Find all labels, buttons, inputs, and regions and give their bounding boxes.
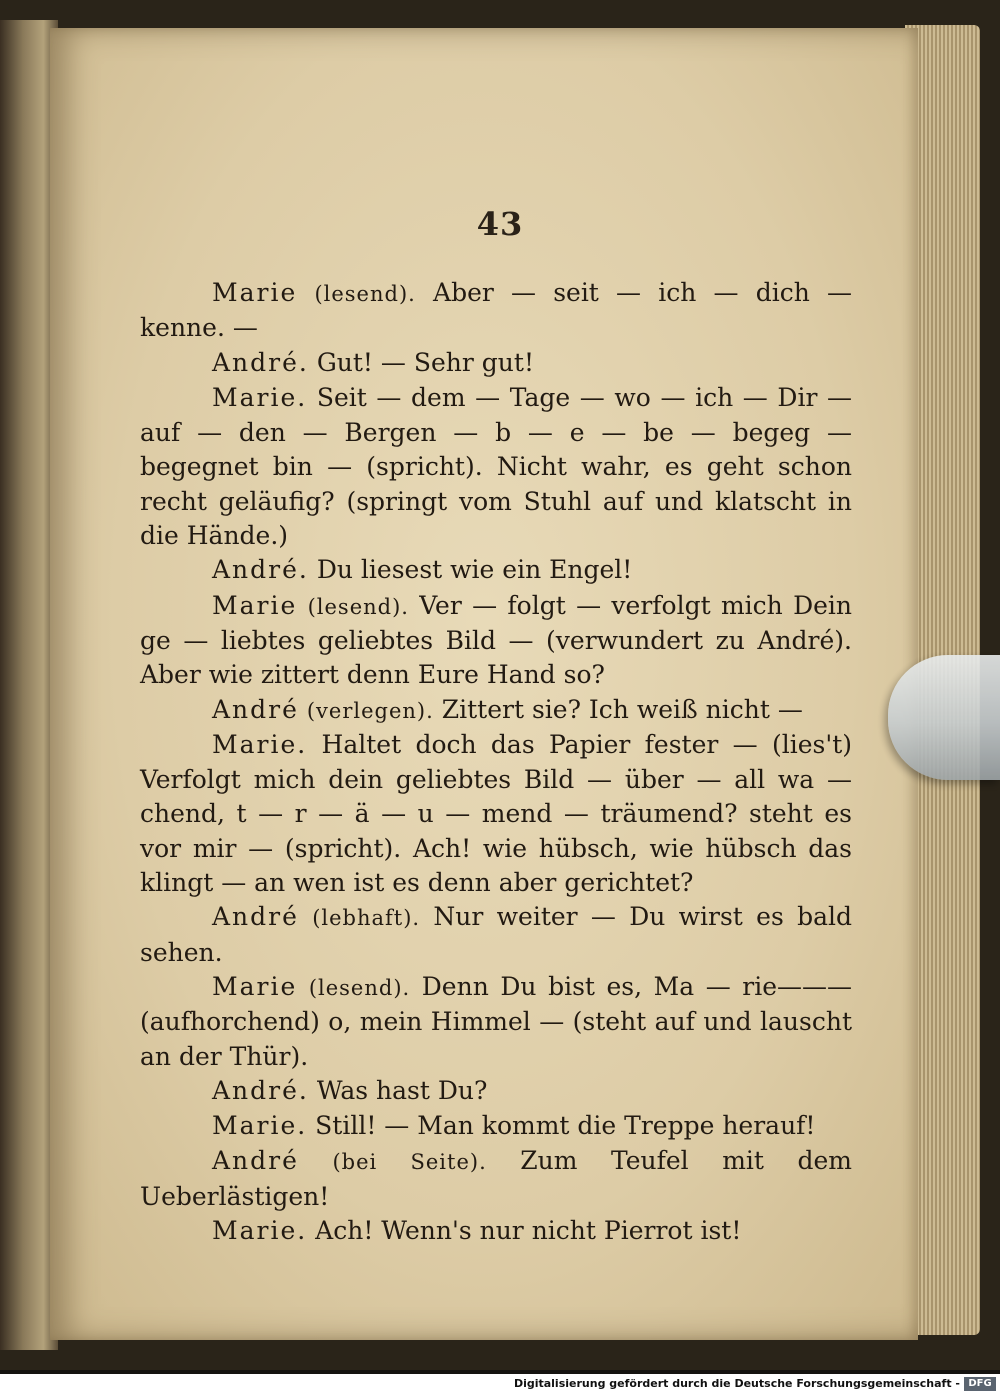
speaker-name: Marie [212, 971, 298, 1001]
speaker-name: André [212, 902, 299, 932]
speaker-name: Marie. [212, 1111, 308, 1141]
speaker-name: Marie. [212, 1216, 308, 1246]
speaker-name: André [212, 1146, 299, 1176]
footer-credit: Digitalisierung gefördert durch die Deutsche Forschungsgemeinschaft - [513, 1377, 960, 1390]
stage-direction: (bei Seite). [332, 1150, 487, 1175]
dialogue-text: Seit — dem — Tage — wo — ich — Dir — auf — den — Bergen — b — e — be — begeg — begegnet bin — (spricht). Nicht wahr, es geht schon recht geläufig? (springt vom Stuhl auf und klatscht in die Hände.) [140, 382, 853, 551]
dialogue-text: Still! — Man kommt die Treppe herauf! [315, 1111, 816, 1141]
dialogue-text: Zittert sie? Ich weiß nicht — [441, 694, 803, 724]
speaker-name: Marie [212, 590, 298, 620]
dialogue-paragraph [140, 381, 852, 553]
dialogue-text: Du liesest wie ein Engel! [316, 555, 633, 585]
dialogue-text: Gut! — Sehr gut! [316, 347, 534, 377]
stage-direction: (lesend). [308, 975, 411, 1000]
dialogue-paragraph [140, 1144, 852, 1214]
dialogue-paragraph [140, 693, 852, 728]
dialogue-text: Denn Du bist es, Ma — rie——— (aufhorchend) o, mein Himmel — (steht auf und lauscht an der Thür). [140, 971, 852, 1071]
speaker-name: André. [212, 555, 309, 585]
dialogue-paragraph [140, 1109, 852, 1144]
speaker-name: André [212, 694, 299, 724]
dialogue-paragraph [140, 1214, 852, 1249]
stage-direction: (lesend). [314, 282, 416, 306]
play-text [140, 276, 852, 1249]
dialogue-text: Nur weiter — Du wirst es bald sehen. [140, 902, 852, 967]
dialogue-paragraph [140, 346, 852, 381]
stage-direction: (lesend). [307, 594, 409, 619]
dialogue-paragraph [140, 900, 852, 970]
dialogue-text: Zum Teufel mit dem Ueberlästigen! [140, 1146, 852, 1211]
speaker-name: Marie. [212, 382, 308, 412]
dialogue-text: Aber — seit — ich — dich — kenne. — [140, 278, 852, 343]
stage-direction: (verlegen). [306, 698, 434, 723]
speaker-name: Marie. [212, 729, 308, 759]
dialogue-paragraph [140, 1074, 852, 1109]
dialogue-text: Haltet doch das Papier fester — (lies't) Verfolgt mich dein geliebtes Bild — über — all wa — chend, t — r — ä — u — mend — träumend? steht es vor mir — (spricht). Ach! wie hübsch, wie hübsch das klingt — an wen ist es denn aber gerichtet? [140, 729, 852, 898]
stage-direction: (lebhaft). [312, 906, 421, 931]
dialogue-paragraph [140, 276, 852, 346]
dfg-logo-icon: DFG [964, 1377, 996, 1391]
dialogue-paragraph [140, 970, 852, 1074]
dialogue-paragraph [140, 728, 852, 900]
speaker-name: André. [212, 347, 309, 377]
dialogue-text: Ver — folgt — verfolgt mich Dein ge — liebtes geliebtes Bild — (verwundert zu André). Aber wie zittert denn Eure Hand so? [140, 590, 853, 690]
page-number: 43 [476, 205, 524, 243]
digitization-footer [0, 1374, 1000, 1395]
dialogue-text: Ach! Wenn's nur nicht Pierrot ist! [315, 1216, 742, 1246]
dialogue-text: Was hast Du? [316, 1075, 488, 1105]
page-clip [888, 655, 1000, 780]
dialogue-paragraph [140, 553, 852, 588]
speaker-name: Marie [212, 278, 298, 307]
dialogue-paragraph [140, 589, 852, 693]
speaker-name: André. [212, 1075, 309, 1105]
